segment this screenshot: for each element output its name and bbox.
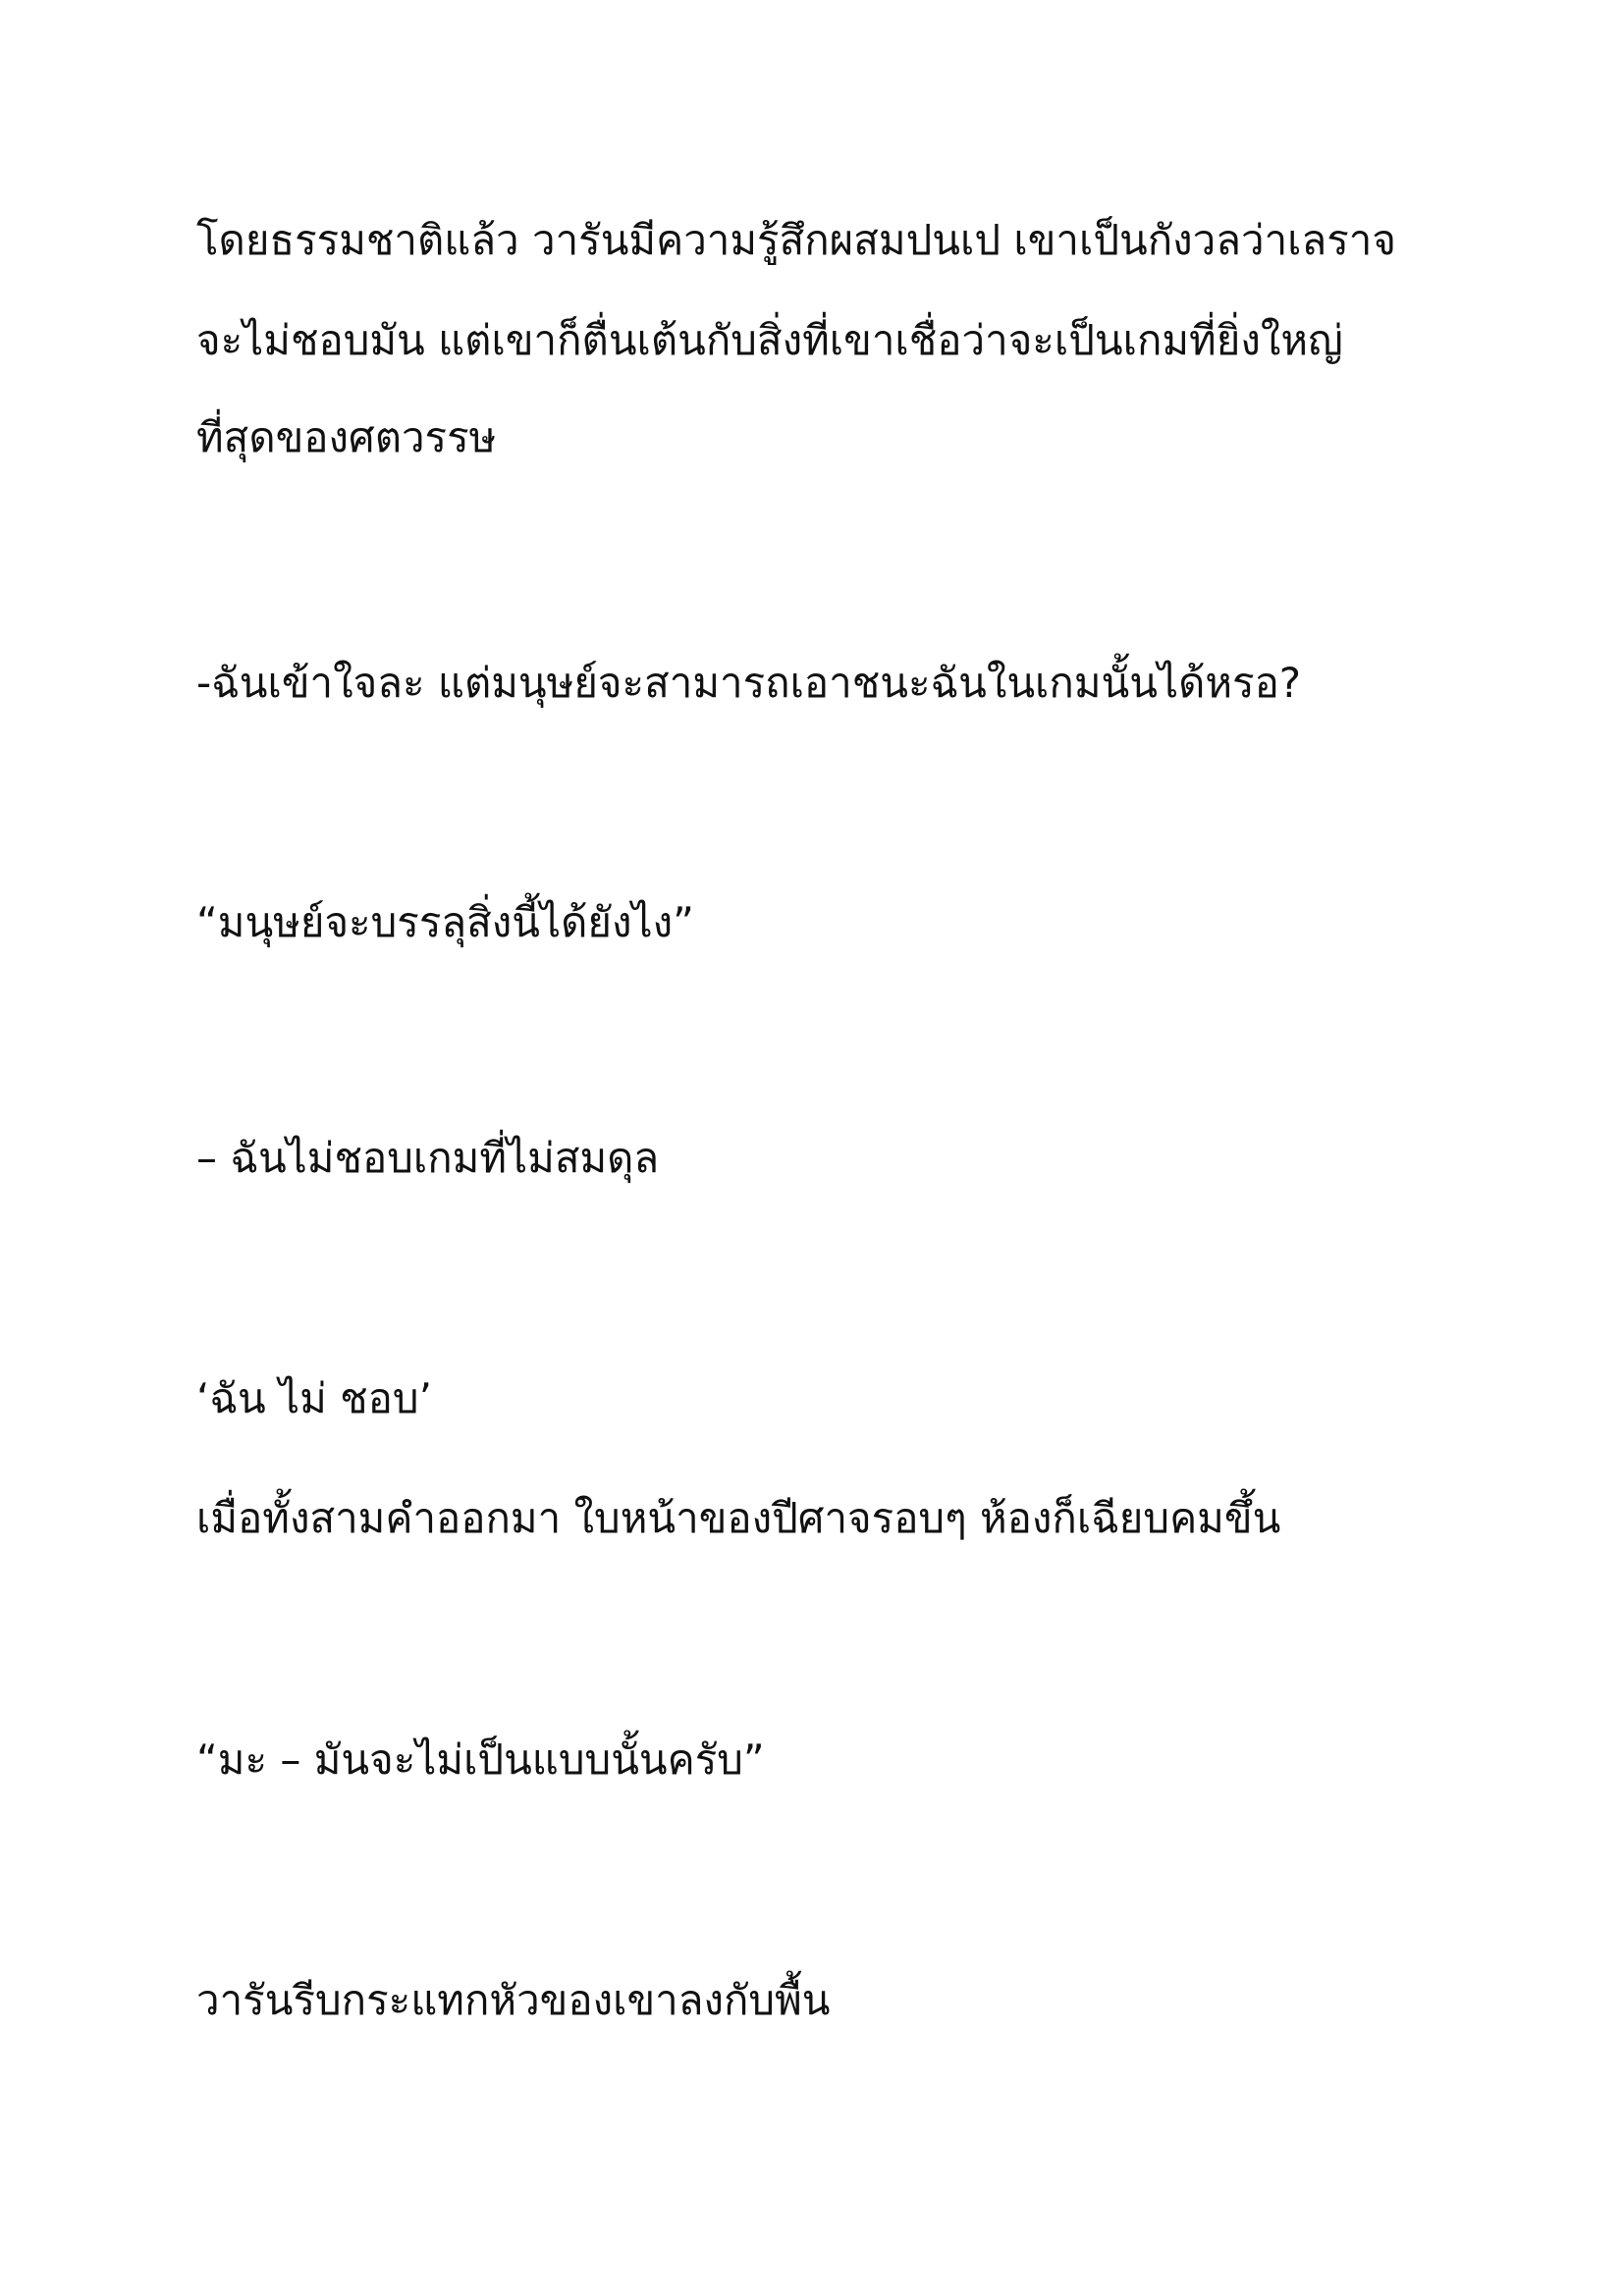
dialogue-line: ‘ฉัน ไม่ ชอบ’ [196,1374,432,1422]
paragraph-line: วารันรีบกระแทกหัวของเขาลงกับพื้น [196,1976,831,2024]
dialogue-line: “มะ – มันจะไม่เป็นแบบนั้นครับ” [196,1735,765,1784]
dialogue-line: – ฉันไม่ชอบเกมที่ไม่สมดุล [196,1134,660,1182]
paragraph-line: เมื่อทั้งสามคำออกมา ใบหน้าของปีศาจรอบๆ ห้องก็เฉียบคมขึ้น [196,1494,1281,1542]
paragraph-line: จะไม่ชอบมัน แต่เขาก็ตื่นเต้นกับสิ่งที่เขาเชื่อว่าจะเป็นเกมที่ยิ่งใหญ่ [196,316,1343,364]
dialogue-line: “มนุษย์จะบรรลุสิ่งนี้ได้ยังไง” [196,898,694,946]
paragraph-line: ที่สุดของศตวรรษ [196,413,497,461]
dialogue-line: -ฉันเข้าใจละ แต่มนุษย์จะสามารถเอาชนะฉันในเกมนั้นได้หรอ? [196,659,1302,707]
paragraph-line: โดยธรรมชาติแล้ว วารันมีความรู้สึกผสมปนเป เขาเป็นกังวลว่าเลราจ [196,216,1396,264]
